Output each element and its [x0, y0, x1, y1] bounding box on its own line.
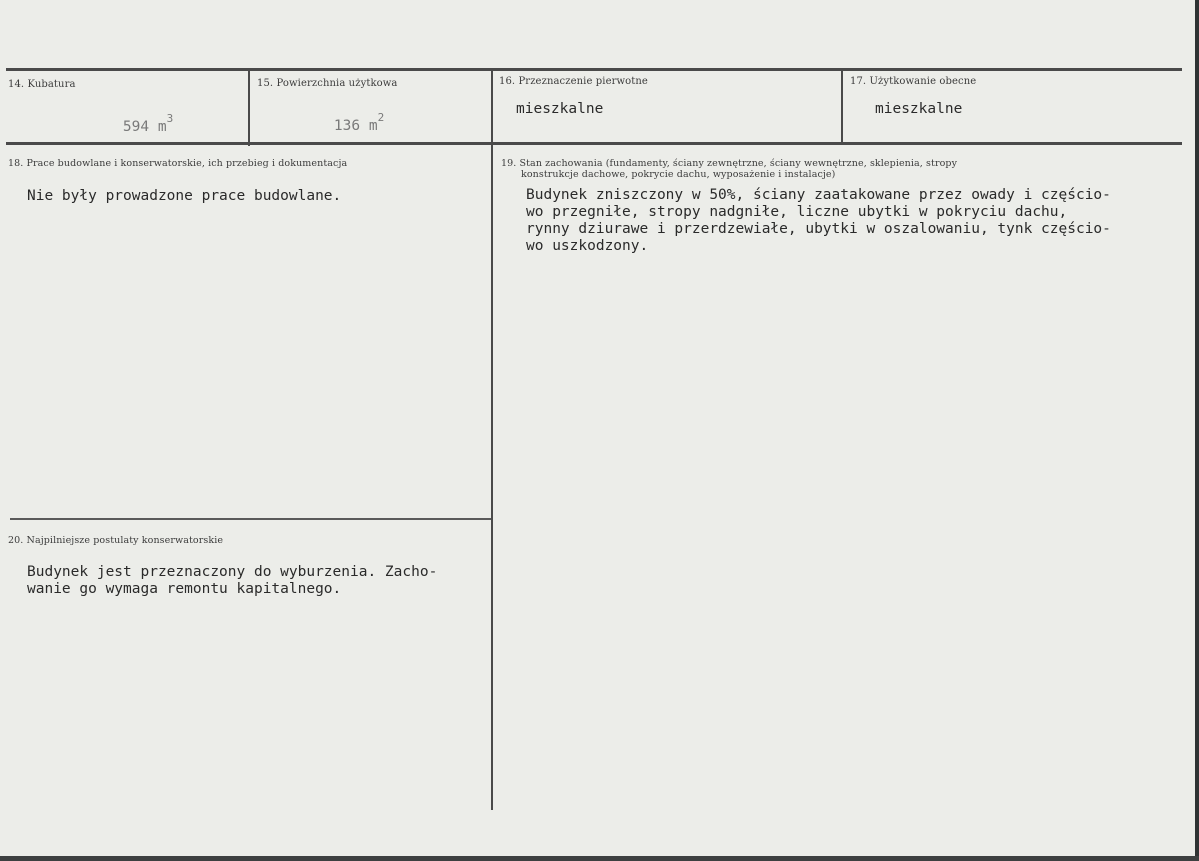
field-15-label: 15. Powierzchnia użytkowa: [257, 78, 398, 89]
field-18-label: 18. Prace budowlane i konserwatorskie, ich przebieg i dokumentacja: [8, 158, 348, 169]
field-19-line-2: wo przegniłe, stropy nadgniłe, liczne ubytki w pokryciu dachu,: [526, 204, 1068, 220]
field-14-label: 14. Kubatura: [8, 79, 76, 90]
scan-edge-right: [1195, 0, 1199, 861]
main-column-divider: [491, 70, 493, 810]
field-19-line-4: wo uszkodzony.: [526, 238, 649, 254]
left-section-rule: [10, 518, 492, 520]
divider-14-15: [248, 70, 250, 146]
field-20-line-2: wanie go wymaga remontu kapitalnego.: [27, 581, 342, 597]
field-18-value: Nie były prowadzone prace budowlane.: [27, 188, 342, 204]
field-14-value: [88, 96, 173, 153]
top-rule: [6, 68, 1182, 71]
scan-edge-bottom: [0, 856, 1199, 861]
mid-rule: [6, 142, 1182, 145]
field-20-line-1: Budynek jest przeznaczony do wyburzenia. Zacho-: [27, 564, 438, 580]
field-16-label: 16. Przeznaczenie pierwotne: [499, 76, 648, 87]
field-15-unit-exponent: 2: [377, 111, 385, 124]
field-14-unit-exponent: 3: [166, 112, 174, 125]
field-14-number: 594 m: [122, 118, 167, 135]
field-17-label: 17. Użytkowanie obecne: [850, 76, 977, 87]
field-16-value: mieszkalne: [516, 101, 604, 117]
field-19-label-line-2: konstrukcje dachowe, pokrycie dachu, wyposażenie i instalacje): [521, 169, 836, 180]
divider-16-17: [841, 70, 843, 143]
field-19-label-line-1: 19. Stan zachowania (fundamenty, ściany zewnętrzne, ściany wewnętrzne, sklepienia, stropy: [501, 158, 958, 169]
field-19-line-3: rynny dziurawe i przerdzewiałe, ubytki w oszalowaniu, tynk częścio-: [526, 221, 1111, 237]
field-20-label: 20. Najpilniejsze postulaty konserwatorskie: [8, 535, 224, 546]
field-17-value: mieszkalne: [875, 101, 963, 117]
field-19-line-1: Budynek zniszczony w 50%, ściany zaatakowane przez owady i częścio-: [526, 187, 1111, 203]
field-15-value: [299, 95, 384, 152]
field-15-number: 136 m: [333, 117, 378, 134]
